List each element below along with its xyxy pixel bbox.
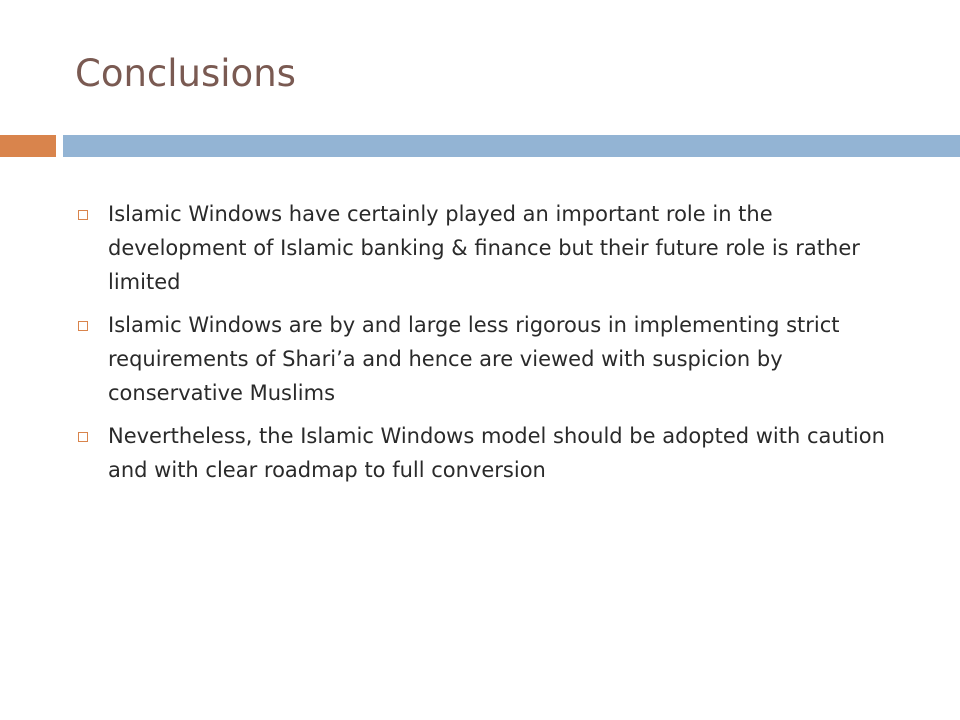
bullet-list bbox=[75, 197, 905, 496]
bullet-item bbox=[75, 308, 905, 410]
square-bullet-icon bbox=[78, 432, 88, 442]
bullet-text: Islamic Windows are by and large less rigorous in implementing strict requirements of Shari’a and hence are viewed with suspicion by conservative Muslims bbox=[108, 313, 840, 405]
square-bullet-icon bbox=[78, 210, 88, 220]
bullet-item bbox=[75, 419, 905, 487]
bullet-text: Islamic Windows have certainly played an important role in the development of Islamic banking & finance but their future role is rather limited bbox=[108, 202, 860, 294]
title-accent-bar bbox=[0, 135, 56, 157]
title-divider-bar bbox=[63, 135, 960, 157]
bullet-text: Nevertheless, the Islamic Windows model should be adopted with caution and with clear roadmap to full conversion bbox=[108, 424, 885, 482]
bullet-item bbox=[75, 197, 905, 299]
square-bullet-icon bbox=[78, 321, 88, 331]
slide-title: Conclusions bbox=[75, 52, 296, 95]
